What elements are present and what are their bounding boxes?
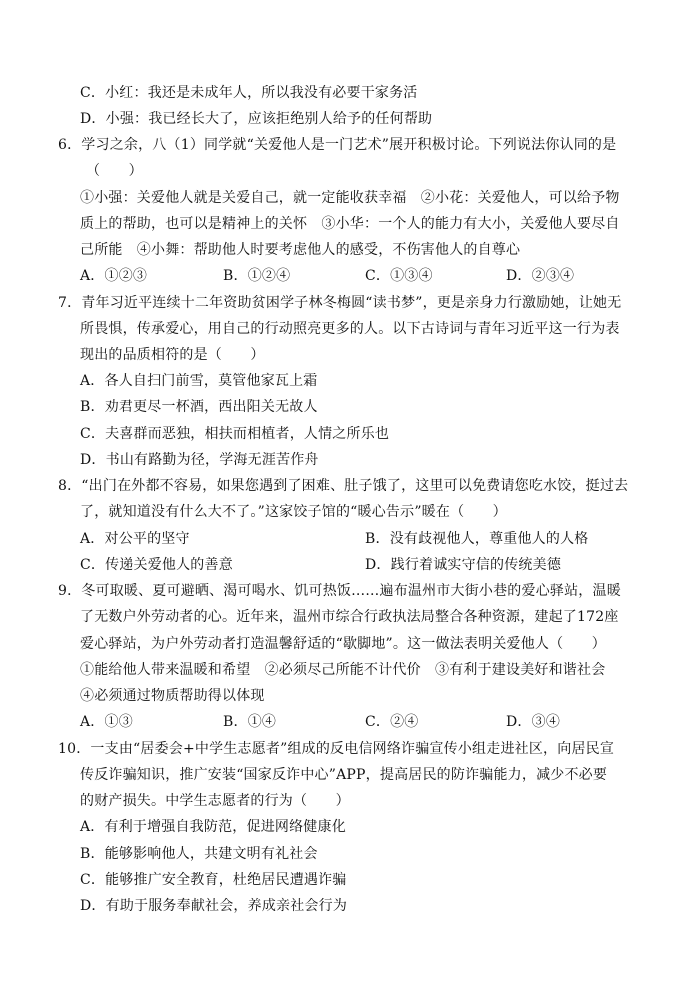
- q6-option-a: A．①②③: [80, 268, 148, 284]
- q9-stem-line1: 9．冬可取暖、夏可避晒、渴可喝水、饥可热饭……遍布温州市大街小巷的爱心驿站，温暖: [58, 583, 621, 599]
- q10-stem-line1: 10．一支由“居委会+中学生志愿者”组成的反电信网络诈骗宣传小组走进社区，向居民宣: [58, 741, 615, 757]
- q5-option-c: C．小红：我还是未成年人，所以我没有必要干家务活: [80, 85, 418, 101]
- q10-option-b: B．能够影响他人，共建文明有礼社会: [80, 846, 318, 862]
- q7-option-d: D．书山有路勤为径，学海无涯苦作舟: [80, 452, 319, 468]
- q9-stem-line2: 了无数户外劳动者的心。近年来，温州市综合行政执法局整合各种资源，建起了172座: [80, 609, 619, 625]
- q5-option-d: D．小强：我已经长大了，应该拒绝别人给予的任何帮助: [80, 111, 433, 127]
- q8-stem-line2: 了，就知道没有什么大不了。”这家饺子馆的“暖心告示”暖在（ ）: [80, 504, 507, 520]
- q9-statement-line1: ①能给他人带来温暖和希望 ②必须尽己所能不计代价 ③有利于建设美好和谐社会: [80, 662, 606, 678]
- q10-stem-line2: 传反诈骗知识，推广安装“国家反诈中心”APP，提高居民的防诈骗能力，减少不必要: [80, 767, 608, 783]
- q9-option-b: B．①④: [223, 714, 277, 730]
- q9-option-d: D．③④: [506, 714, 561, 730]
- q10-option-a: A．有利于增强自我防范，促进网络健康化: [80, 819, 346, 835]
- q9-option-c: C．②④: [365, 714, 419, 730]
- q8-option-a: A．对公平的坚守: [80, 531, 190, 547]
- q6-statement-line1: ①小强：关爱他人就是关爱自己，就一定能收获幸福 ②小花：关爱他人，可以给予物: [80, 190, 620, 206]
- q8-option-d: D．践行着诚实守信的传统美德: [365, 557, 562, 573]
- q10-option-c: C．能够推广安全教育，杜绝居民遭遇诈骗: [80, 872, 347, 888]
- q6-answer-blank: （ ）: [86, 163, 143, 179]
- q6-option-b: B．①②④: [223, 268, 291, 284]
- q7-option-b: B．劝君更尽一杯酒，西出阳关无故人: [80, 399, 318, 415]
- q7-option-a: A．各人自扫门前雪，莫管他家瓦上霜: [80, 373, 318, 389]
- q9-statement-line2: ④必须通过物质帮助得以体现: [80, 688, 265, 704]
- q8-stem-line1: 8．“出门在外都不容易，如果您遇到了困难、肚子饿了，这里可以免费请您吃水饺，挺过去: [58, 478, 629, 494]
- q10-option-d: D．有助于服务奉献社会，养成亲社会行为: [80, 898, 348, 914]
- q6-option-d: D．②③④: [506, 268, 575, 284]
- q6-option-c: C．①③④: [365, 268, 433, 284]
- q7-option-c: C．夫喜群而恶独，相扶而相植者，人情之所乐也: [80, 426, 390, 442]
- q6-stem-line1: 6．学习之余，八（1）同学就“关爱他人是一门艺术”展开积极讨论。下列说法你认同的是: [58, 137, 617, 153]
- q7-stem-line3: 现出的品质相符的是（ ）: [80, 347, 265, 363]
- q8-option-b: B．没有歧视他人，尊重他人的人格: [365, 531, 589, 547]
- q6-statement-line2: 质上的帮助，也可以是精神上的关怀 ③小华：一个人的能力有大小，关爱他人要尽自: [80, 216, 620, 232]
- q7-stem-line2: 所畏惧，传承爱心，用自己的行动照亮更多的人。以下古诗词与青年习近平这一行为表: [80, 321, 620, 337]
- q9-option-a: A．①③: [80, 714, 133, 730]
- q6-statement-line3: 己所能 ④小舞：帮助他人时要考虑他人的感受，不伤害他人的自尊心: [80, 242, 521, 258]
- q9-stem-line3: 爱心驿站，为户外劳动者打造温馨舒适的“歇脚地”。这一做法表明关爱他人（ ）: [80, 636, 606, 652]
- q10-stem-line3: 的财产损失。中学生志愿者的行为（ ）: [80, 793, 350, 809]
- q7-stem-line1: 7．青年习近平连续十二年资助贫困学子林冬梅圆“读书梦”，更是亲身力行激励她，让她无: [58, 295, 622, 311]
- q8-option-c: C．传递关爱他人的善意: [80, 557, 233, 573]
